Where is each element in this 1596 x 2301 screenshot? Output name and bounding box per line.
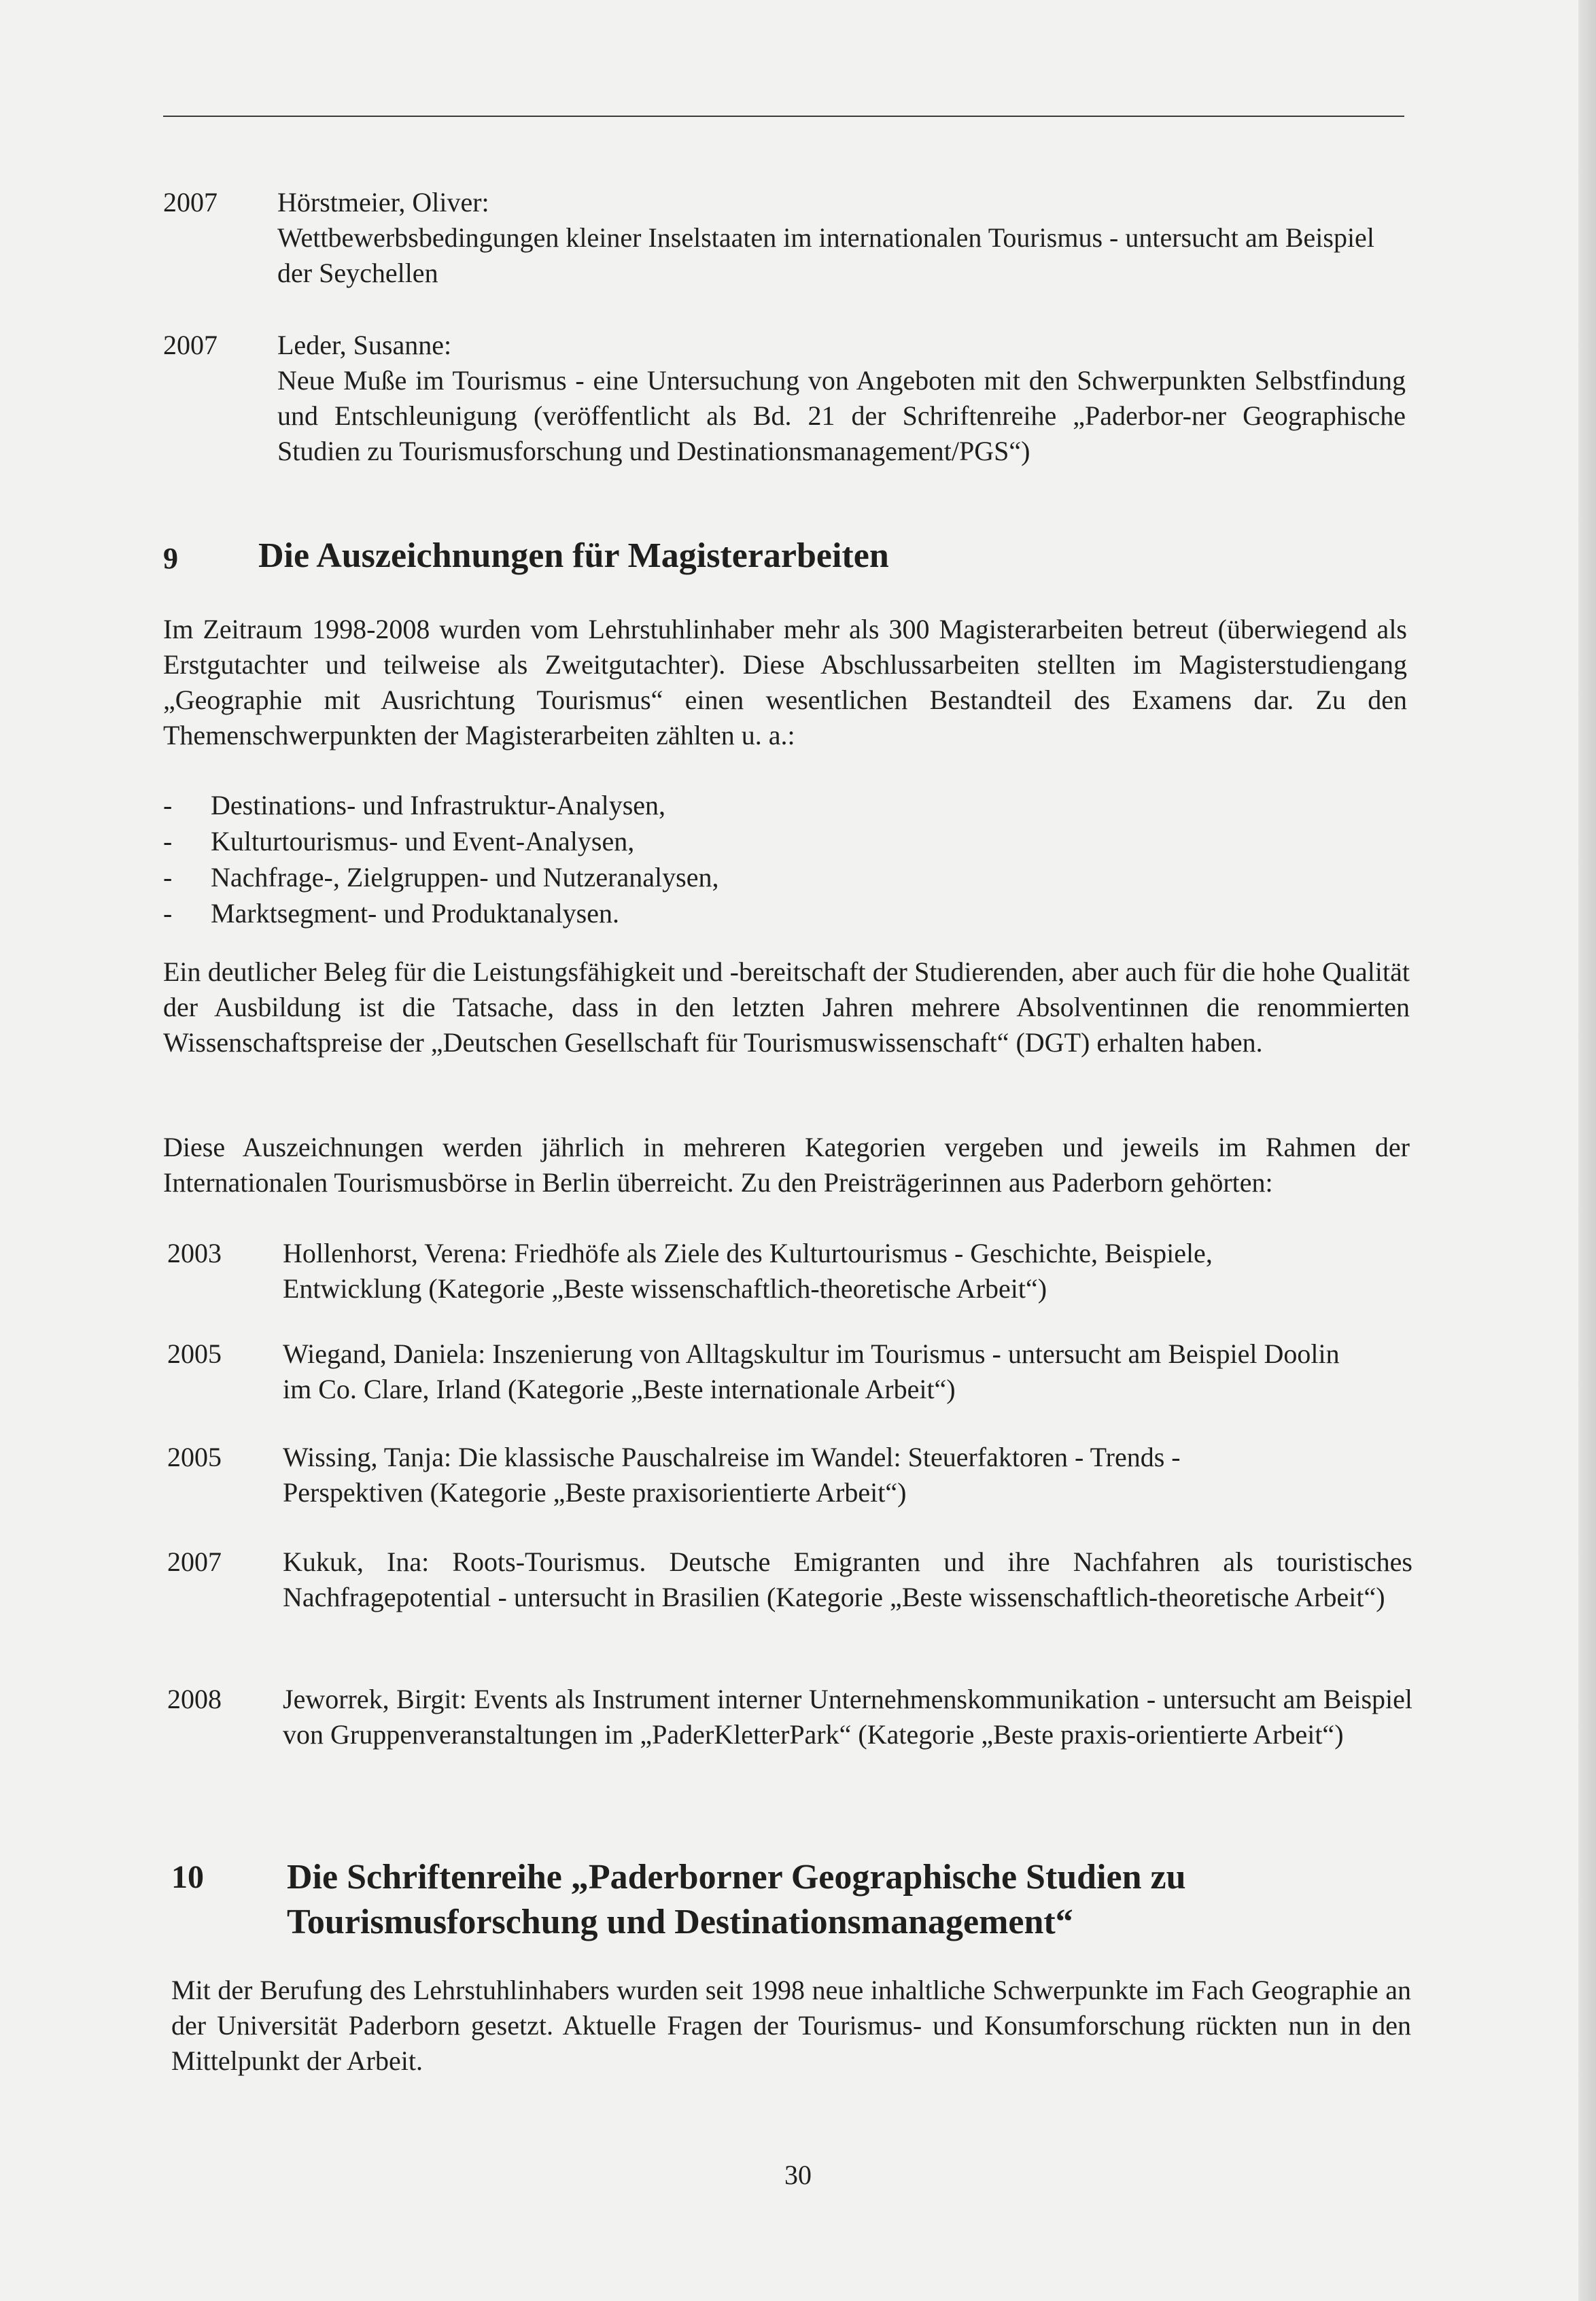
award-text: Kukuk, Ina: Roots-Tourismus. Deutsche Emigranten und ihre Nachfahren als touristisches Nachfragepotential - untersucht in Brasilien (Kategorie „Beste wissenschaftlich-theoretische Arbeit“): [283, 1546, 1412, 1612]
section-10-intro: Mit der Berufung des Lehrstuhlinhabers wurden seit 1998 neue inhaltliche Schwerpunkte im Fach Geographie an der Universität Paderborn gesetzt. Aktuelle Fragen der Tourismus- und Konsumforschung rückten nun in den Mittelpunkt der Arbeit.: [171, 1975, 1411, 2076]
section-9-para-3: Diese Auszeichnungen werden jährlich in mehreren Kategorien vergeben und jeweils im Rahmen der Internationalen Tourismusbörse in Berlin überreicht. Zu den Preisträgerinnen aus Paderborn gehörten:: [163, 1132, 1410, 1198]
topics-list: [163, 787, 1115, 931]
award-text: Wiegand, Daniela: Inszenierung von Alltagskultur im Tourismus - untersucht am Beispiel Doolin im Co. Clare, Irland (Kategorie „Beste internationale Arbeit“): [283, 1338, 1340, 1404]
section-10-title-line-2: Tourismusforschung und Destinationsmanagement“: [287, 1903, 1073, 1941]
page-number: 30: [784, 2160, 812, 2190]
entry-author: Leder, Susanne:: [277, 330, 452, 360]
section-10-title-line-1: Die Schriftenreihe „Paderborner Geographische Studien zu: [287, 1858, 1186, 1897]
award-year: 2007: [167, 1546, 222, 1577]
list-dash: -: [163, 898, 173, 929]
list-item: - Kulturtourismus- und Event-Analysen,: [163, 823, 1115, 859]
entry-title: Wettbewerbsbedingungen kleiner Inselstaaten im internationalen Tourismus - untersucht am Beispiel der Seychellen: [277, 222, 1374, 288]
award-text: Jeworrek, Birgit: Events als Instrument interner Unternehmenskommunikation - untersucht am Beispiel von Gruppenveranstaltungen im „PaderKletterPark“ (Kategorie „Beste praxis-orientierte Arbeit“): [283, 1684, 1412, 1750]
award-text: Wissing, Tanja: Die klassische Pauschalreise im Wandel: Steuerfaktoren - Trends - Perspektiven (Kategorie „Beste praxisorientierte Arbeit“): [283, 1442, 1181, 1508]
section-9-number: 9: [163, 542, 178, 575]
header-rule: [163, 116, 1404, 117]
list-item: - Destinations- und Infrastruktur-Analysen,: [163, 787, 1115, 823]
list-dash: -: [163, 790, 173, 820]
award-year: 2008: [167, 1684, 222, 1714]
entry-year: 2007: [163, 187, 218, 218]
award-year: 2005: [167, 1442, 222, 1472]
section-10-number: 10: [171, 1859, 204, 1895]
entry-title: Neue Muße im Tourismus - eine Untersuchung von Angeboten mit den Schwerpunkten Selbstfindung und Entschleunigung (veröffentlicht als Bd. 21 der Schriftenreihe „Paderbor-ner Geographische Studien zu Tourismusforschung und Destinationsmanagement/PGS“): [277, 365, 1406, 466]
award-text: Hollenhorst, Verena: Friedhöfe als Ziele des Kulturtourismus - Geschichte, Beispiele, Entwicklung (Kategorie „Beste wissenschaftlich-theoretische Arbeit“): [283, 1238, 1213, 1304]
entry-year: 2007: [163, 330, 218, 360]
page-edge-shadow: [1578, 0, 1596, 2301]
entry-author: Hörstmeier, Oliver:: [277, 187, 489, 218]
list-dash: -: [163, 826, 173, 857]
section-9-para-2: Ein deutlicher Beleg für die Leistungsfähigkeit und -bereitschaft der Studierenden, aber auch für die hohe Qualität der Ausbildung ist die Tatsache, dass in den letzten Jahren mehrere Absolventinnen die renommierten Wissenschaftspreise der „Deutschen Gesellschaft für Tourismuswissenschaft“ (DGT) erhalten haben.: [163, 956, 1410, 1058]
list-item: - Nachfrage-, Zielgruppen- und Nutzeranalysen,: [163, 859, 1115, 895]
section-9-title: Die Auszeichnungen für Magisterarbeiten: [258, 536, 889, 575]
award-year: 2003: [167, 1238, 222, 1268]
award-year: 2005: [167, 1338, 222, 1369]
list-item: - Marktsegment- und Produktanalysen.: [163, 895, 1115, 931]
list-dash: -: [163, 862, 173, 893]
section-9-intro: Im Zeitraum 1998-2008 wurden vom Lehrstuhlinhaber mehr als 300 Magisterarbeiten betreut (überwiegend als Erstgutachter und teilweise als Zweitgutachter). Diese Abschlussarbeiten stellten im Magisterstudiengang „Geographie mit Ausrichtung Tourismus“ einen wesentlichen Bestandteil des Examens dar. Zu den Themenschwerpunkten der Magisterarbeiten zählten u. a.:: [163, 614, 1407, 750]
